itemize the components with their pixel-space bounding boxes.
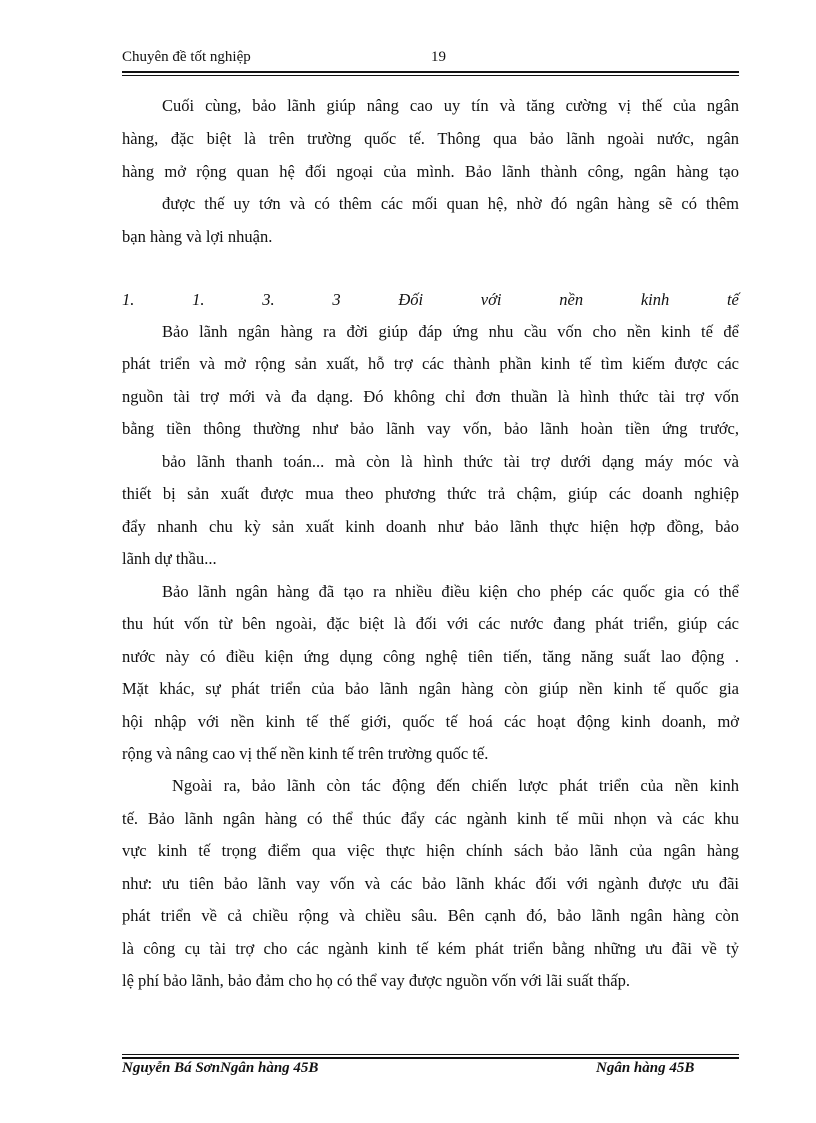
text-line: Bảo lãnh ngân hàng ra đời giúp đáp ứng nhu cầu vốn cho nền kinh tế để <box>162 322 739 341</box>
text-line: Ngoài ra, bảo lãnh còn tác động đến chiến lược phát triển của nền kinh <box>172 776 739 795</box>
header-rule-thin <box>122 75 739 76</box>
footer-author: Nguyễn Bá SơnNgân hàng 45B <box>122 1060 319 1076</box>
heading-word: 3 <box>332 290 341 309</box>
text-line: phát triển về cả chiều rộng và chiều sâu. Bên cạnh đó, bảo lãnh ngân hàng còn <box>122 906 739 925</box>
footer-rule <box>122 1057 739 1059</box>
text-line: nguồn tài trợ mới và đa dạng. Đó không chỉ đơn thuần là hình thức tài trợ vốn <box>122 387 739 406</box>
text-line: vực kinh tế trọng điểm qua việc thực hiện chính sách bảo lãnh của ngân hàng <box>122 841 739 860</box>
text-line: hàng mở rộng quan hệ đối ngoại của mình. Bảo lãnh thành công, ngân hàng tạo <box>122 162 739 181</box>
text-line: đẩy nhanh chu kỳ sản xuất kinh doanh như bảo lãnh thực hiện hợp đồng, bảo <box>122 517 739 536</box>
heading-word: kinh <box>640 290 670 309</box>
text-line: nước này có điều kiện ứng dụng công nghệ tiên tiến, tăng năng suất lao động . <box>122 647 739 666</box>
text-line: thiết bị sản xuất được mua theo phương thức trả chậm, giúp các doanh nghiệp <box>122 484 739 503</box>
text-line: thu hút vốn từ bên ngoài, đặc biệt là đối với các nước đang phát triển, giúp các <box>122 614 739 633</box>
text-line: Bảo lãnh ngân hàng đã tạo ra nhiều điều kiện cho phép các quốc gia có thể <box>162 582 739 601</box>
header-rule <box>122 71 739 73</box>
text-line: được thế uy tớn và có thêm các mối quan hệ, nhờ đó ngân hàng sẽ có thêm <box>162 194 739 213</box>
text-line: tế. Bảo lãnh ngân hàng có thể thúc đẩy các ngành kinh tế mũi nhọn và các khu <box>122 809 739 828</box>
footer-department: Ngân hàng 45B <box>596 1060 695 1076</box>
page-number: 19 <box>431 49 446 65</box>
text-line: bạn hàng và lợi nhuận. <box>122 227 273 246</box>
heading-word: Đối <box>398 290 424 309</box>
heading-word: với <box>480 290 502 309</box>
text-line: lệ phí bảo lãnh, bảo đảm cho họ có thể vay được nguồn vốn với lãi suất thấp. <box>122 971 630 990</box>
text-line: phát triển và mở rộng sản xuất, hỗ trợ các thành phần kinh tế tìm kiếm được các <box>122 354 739 373</box>
heading-word: tế <box>726 290 739 309</box>
text-line: bảo lãnh thanh toán... mà còn là hình thức tài trợ dưới dạng máy móc và <box>162 452 739 471</box>
footer-rule-thin <box>122 1054 739 1055</box>
text-line: hàng, đặc biệt là trên trường quốc tế. Thông qua bảo lãnh ngoài nước, ngân <box>122 129 739 148</box>
text-line: là công cụ tài trợ cho các ngành kinh tế kém phát triển bằng những ưu đãi về tỷ <box>122 939 739 958</box>
heading-word: 1. <box>192 290 205 309</box>
text-line: lãnh dự thầu... <box>122 549 217 568</box>
text-line: bằng tiền thông thường như bảo lãnh vay vốn, bảo lãnh hoàn tiền ứng trước, <box>122 419 739 438</box>
page-header <box>122 49 739 71</box>
heading-word: 3. <box>262 290 275 309</box>
text-line: như: ưu tiên bảo lãnh vay vốn và các bảo lãnh khác đối với ngành được ưu đãi <box>122 874 739 893</box>
section-heading <box>122 290 739 310</box>
heading-word: nền <box>559 290 584 309</box>
heading-word: 1. <box>122 290 135 309</box>
text-line: hội nhập với nền kinh tế thế giới, quốc tế hoá các hoạt động kinh doanh, mở <box>122 712 739 731</box>
header-title: Chuyên đề tốt nghiệp <box>122 49 251 65</box>
text-line: rộng và nâng cao vị thế nền kinh tế trên trường quốc tế. <box>122 744 489 763</box>
text-line: Cuối cùng, bảo lãnh giúp nâng cao uy tín và tăng cường vị thế của ngân <box>162 96 739 115</box>
text-line: Mặt khác, sự phát triển của bảo lãnh ngân hàng còn giúp nền kinh tế quốc gia <box>122 679 739 698</box>
